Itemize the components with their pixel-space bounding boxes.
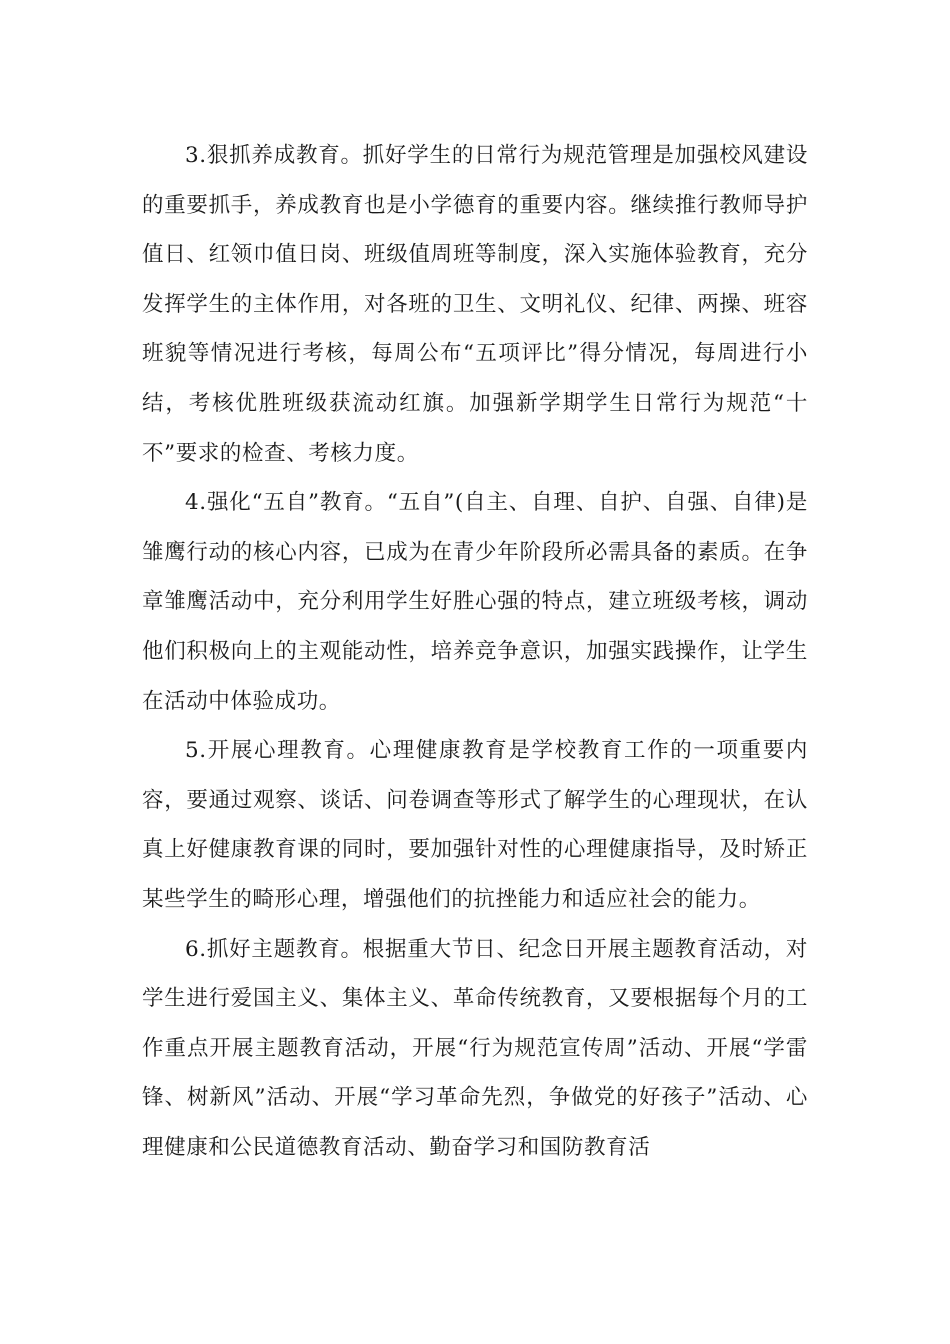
paragraph-five-self-education: 4.强化“五自”教育。“五自”(自主、自理、自护、自强、自律)是雏鹰行动的核心内容，已成为在青少年阶段所必需具备的素质。在争章雏鹰活动中，充分利用学生好胜心强的特点，建立班级考核，调动他们积极向上的主观能动性，培养竞争意识，加强实践操作，让学生在活动中体验成功。 [142, 490, 808, 714]
paragraph-psychological-education: 5.开展心理教育。心理健康教育是学校教育工作的一项重要内容，要通过观察、谈话、问卷调查等形式了解学生的心理现状，在认真上好健康教育课的同时，要加强针对性的心理健康指导，及时矫正某些学生的畸形心理，增强他们的抗挫能力和适应社会的能力。 [142, 738, 808, 912]
paragraph-habit-education: 3.狠抓养成教育。抓好学生的日常行为规范管理是加强校风建设的重要抓手，养成教育也是小学德育的重要内容。继续推行教师导护值日、红领巾值日岗、班级值周班等制度，深入实施体验教育，充分发挥学生的主体作用，对各班的卫生、文明礼仪、纪律、两操、班容班貌等情况进行考核，每周公布“五项评比”得分情况，每周进行小结，考核优胜班级获流动红旗。加强新学期学生日常行为规范“十不”要求的检查、考核力度。 [142, 143, 808, 466]
paragraph-theme-education: 6.抓好主题教育。根据重大节日、纪念日开展主题教育活动，对学生进行爱国主义、集体主义、革命传统教育，又要根据每个月的工作重点开展主题教育活动，开展“行为规范宣传周”活动、开展“学雷锋、树新风”活动、开展“学习革命先烈，争做党的好孩子”活动、心理健康和公民道德教育活动、勤奋学习和国防教育活 [142, 936, 808, 1160]
document-body [142, 131, 808, 1172]
